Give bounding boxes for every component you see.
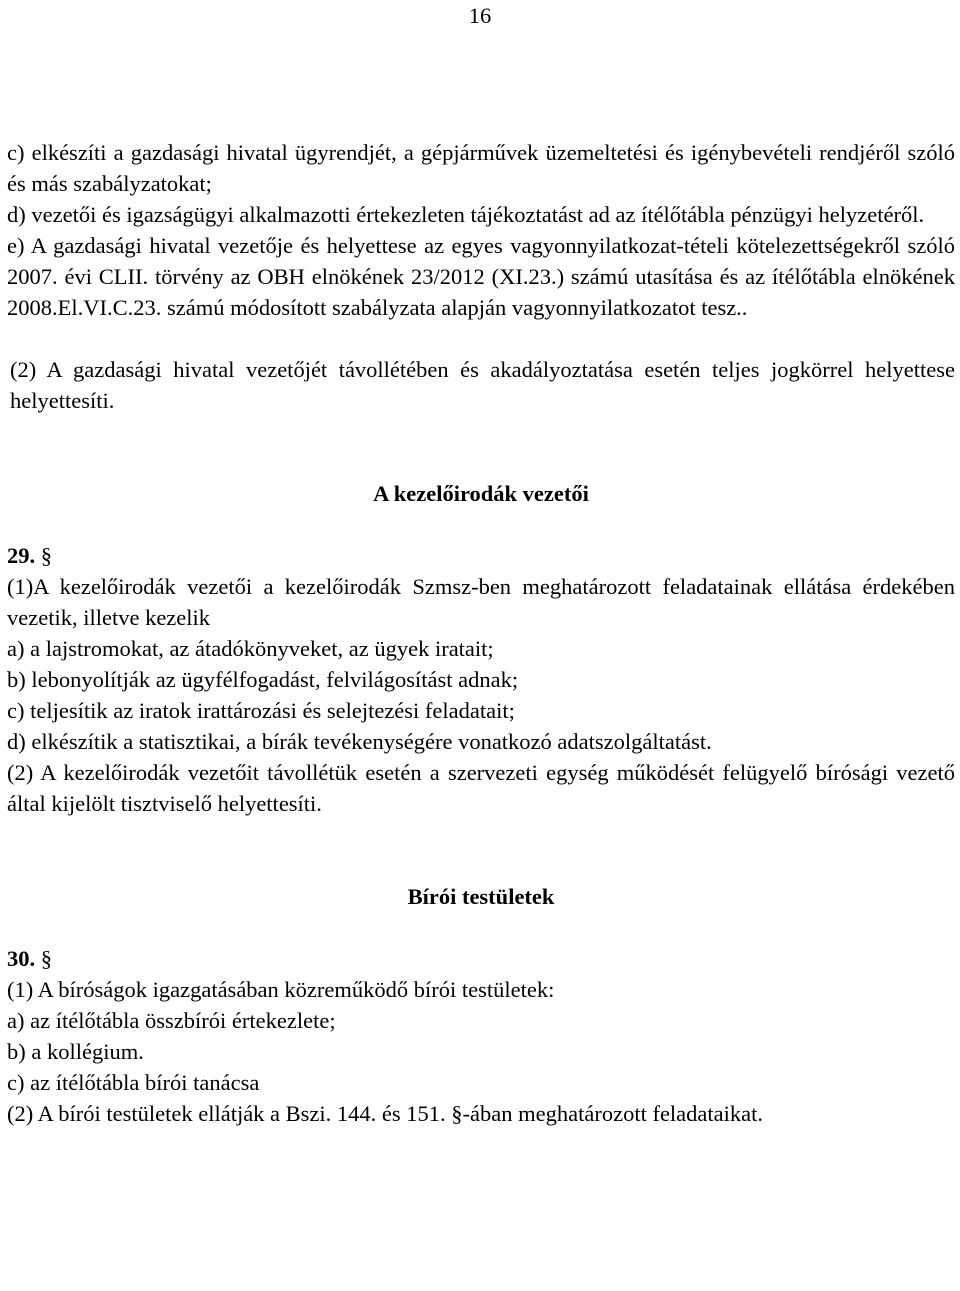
section-30-symbol: § <box>40 946 52 971</box>
section-29-paragraph-2: (2) A kezelőirodák vezetőit távollétük esetén a szervezeti egység működését felügyelő bírósági vezető által kijelölt tisztviselő helyettesíti. <box>7 760 955 816</box>
list-item: b) a kollégium. <box>7 1039 144 1064</box>
section-30-paragraph-2: (2) A bírói testületek ellátják a Bszi. 144. és 151. §-ában meghatározott feladataikat. <box>7 1101 764 1126</box>
section-29-symbol: § <box>40 543 52 568</box>
list-item: a) a lajstromokat, az átadókönyveket, az ügyek iratait; <box>7 636 494 661</box>
paragraph-2-deputy: (2) A gazdasági hivatal vezetőjét távollétében és akadályoztatása esetén teljes jogkörrel helyettese helyettesíti. <box>10 357 955 413</box>
list-item: c) az ítélőtábla bírói tanácsa <box>7 1070 260 1095</box>
heading-kezeloirodak: A kezelőirodák vezetői <box>373 481 589 506</box>
section-29-number: 29. <box>7 543 36 568</box>
section-30-number: 30. <box>7 946 36 971</box>
list-item: a) az ítélőtábla összbírói értekezlete; <box>7 1008 336 1033</box>
page-number: 16 <box>468 3 492 28</box>
section-29-title <box>7 540 955 571</box>
heading-birotestuletek: Bírói testületek <box>407 884 555 909</box>
list-item: c) teljesítik az iratok irattározási és selejtezési feladatait; <box>7 698 515 723</box>
list-item: b) lebonyolítják az ügyfélfogadást, felvilágosítást adnak; <box>7 667 519 692</box>
section-30-paragraph-1: (1) A bíróságok igazgatásában közreműködő bírói testületek: <box>7 977 555 1002</box>
item-e: e) A gazdasági hivatal vezetője és helyettese az egyes vagyonnyilatkozat-tételi kötelezettségekről szóló 2007. évi CLII. törvény az OBH elnökének 23/2012 (XI.23.) számú utasítása és az ítélőtábla elnökének 2008.El.VI.C.23. számú módosított szabályzata alapján vagyonnyilatkozatot tesz.. <box>7 233 955 320</box>
list-item: d) elkészítik a statisztikai, a bírák tevékenységére vonatkozó adatszolgáltatást. <box>7 729 712 754</box>
section-29-paragraph-1: (1)A kezelőirodák vezetői a kezelőirodák Szmsz-ben meghatározott feladatainak ellátása érdekében vezetik, illetve kezelik <box>7 574 955 630</box>
item-c: c) elkészíti a gazdasági hivatal ügyrendjét, a gépjárművek üzemeltetési és igénybevételi rendjéről szóló és más szabályzatokat; <box>7 140 955 196</box>
item-d: d) vezetői és igazságügyi alkalmazotti értekezleten tájékoztatást ad az ítélőtábla pénzügyi helyzetéről. <box>7 202 925 227</box>
section-30-title <box>7 943 955 974</box>
document-body <box>7 137 955 1129</box>
